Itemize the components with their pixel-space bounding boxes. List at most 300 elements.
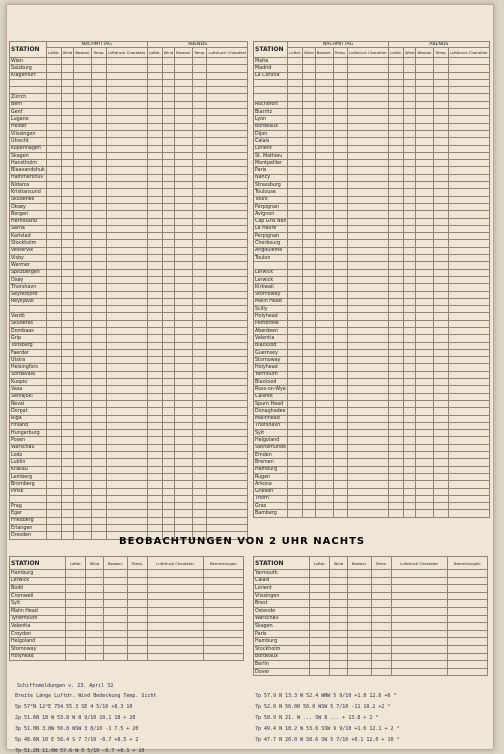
station-row [10,459,248,466]
station-name: Skagen [10,152,47,159]
station-row [10,393,248,400]
station-name: Thorshavn [254,422,288,429]
station-row [10,291,248,298]
station-name: Tönsberg [10,342,47,349]
station-name: Croydon [10,630,66,638]
station-name: Perpignan [254,203,288,210]
station-name: Ross-on-Wye [255,387,286,392]
station-name: Stockholm [10,240,47,247]
station-row [254,415,490,422]
station-row [10,72,248,79]
station-row [10,109,248,116]
station-row [10,488,248,495]
station-name: Lemberg [10,473,47,480]
station-name: Salzburg [10,65,47,72]
station-name: Lerwick [10,577,66,585]
station-name: Helsingfors [10,364,47,371]
station-name: Hammershus [10,174,47,181]
section-title: BEOBACHTUNGEN VON 2 UHR NACHTS [119,536,366,547]
station-name: Oxøy [10,276,47,283]
station-row [10,503,248,510]
night-row [10,638,244,646]
station-row [254,174,490,181]
night-row [254,638,488,646]
column-header: Bewoel. [74,48,92,58]
station-row [10,145,248,152]
station-row [10,247,248,254]
station-row [10,430,248,437]
column-header: Temp. [333,48,347,58]
station-name: Helgoland [254,437,288,444]
station-row [10,371,248,378]
station-name: Blaavandshuk [11,168,45,174]
station-name: Utsira [10,357,47,364]
station-name: Klagenfurt [10,72,47,79]
station-row [10,255,248,262]
station-row [254,452,490,459]
station-row [254,160,490,167]
station-header: STATION [10,557,66,570]
column-header: Luftdruck Charakter [347,48,388,58]
station-name: Wermer [10,262,47,269]
station-row [254,94,490,101]
station-row [10,130,248,137]
station-name: Scilly [254,306,288,313]
station-name: Spurn Head [254,400,288,407]
station-row [10,211,248,218]
station-name [10,306,47,313]
night-row [10,585,244,593]
night-row [10,645,244,653]
ship-report-line: 7p 51.2N 11.6W 57.6 W 5 5/10 -0.7 +0.1 + 10 [15,748,145,754]
station-row [254,255,490,262]
station-row [254,262,490,269]
night-row [254,600,488,608]
station-row [10,240,248,247]
station-row [10,87,248,94]
station-row [10,65,248,72]
station-row [254,182,490,189]
column-header: Bewoel. [103,557,128,570]
night-row [254,585,488,593]
station-name: Donaghadee [255,408,286,414]
station-name: Grip [10,335,47,342]
station-row [254,218,490,225]
column-header: Luftdruck Charakter [147,557,203,570]
station-row [10,203,248,210]
station-name: Särna [10,225,47,232]
station-row [254,510,490,517]
station-name: Seinajoki [10,393,47,400]
station-row [254,313,490,320]
station-name: Seydisfjord [10,291,47,298]
station-row [10,379,248,386]
station-name: Bergen [10,211,47,218]
station-name: Yarmouth [254,371,288,378]
station-name: Rugen [254,473,288,480]
station-row [10,269,248,276]
station-row [10,94,248,101]
column-header: Temp. [92,48,106,58]
station-row [254,291,490,298]
station-name: Lodz [10,452,47,459]
column-header: Bewoel. [175,48,193,58]
station-name: Montpellier [254,160,288,167]
station-row [254,130,490,137]
station-name: Oksøy [10,203,47,210]
station-name: Wien [10,58,47,65]
station-name: Kuopio [10,379,47,386]
station-row [254,473,490,480]
station-name: Strassburg [254,182,288,189]
station-name: Krakau [10,466,47,473]
station-name: La Coruña [254,72,288,79]
bottom-left-grid [9,556,244,661]
station-name: Guernsey [254,349,288,356]
station-name: Lorient [254,585,310,593]
station-name: Thorshavn [10,284,47,291]
station-name: Pinsk [10,488,47,495]
station-name: Dijon [254,130,288,137]
station-name: Aberdeen [254,327,288,334]
station-name: Lyon [254,116,288,123]
station-name: Vlissingen [254,592,310,600]
station-name: Vardö [10,313,47,320]
station-row [10,422,248,429]
station-name: Ostende [254,607,310,615]
station-name: Berlin [254,661,310,669]
station-name: Thorn [254,495,288,502]
column-header: Bemerkungen [447,557,487,570]
station-name: Nancy [254,174,288,181]
station-row [254,298,490,305]
station-name: Valentia [254,335,288,342]
station-name: Hanstholm [10,160,47,167]
station-row [10,364,248,371]
station-name: Sordavala [10,371,47,378]
station-row [10,182,248,189]
station-name: Toulon [254,255,288,262]
night-row [10,570,244,578]
column-header: Bewoel. [416,48,434,58]
station-row [10,276,248,283]
column-header: Temp. [193,48,207,58]
station-name: Paris [254,630,310,638]
station-row [254,495,490,502]
station-name: Dombaas [10,327,47,334]
ship-report-line: 3p 51.0N 3.8W 56.8 WSW 3 8/10 -1 7.5 + 20 [15,726,139,732]
column-header: Luftdruck Charakter [207,48,248,58]
column-header: Luftdr. [309,557,330,570]
station-name: Warschau [254,615,310,623]
station-name: Eger [10,510,47,517]
station-row [254,79,490,86]
column-header: Wind [162,48,175,58]
station-name: Paris [254,167,288,174]
column-header: Wind [330,557,347,570]
night-row [10,630,244,638]
station-name: Arkona [254,481,288,488]
station-name: Riga [10,415,47,422]
station-name: Le Havre [254,225,288,232]
station-row [10,517,248,524]
night-row [254,661,488,669]
station-row [254,72,490,79]
station-name: Calshot [254,393,288,400]
station-row [10,313,248,320]
station-name: Toulouse [254,189,288,196]
station-name: Skuderes [10,320,47,327]
station-row [10,152,248,159]
station-row [254,189,490,196]
station-row [254,203,490,210]
station-name: Kristiansund [10,189,47,196]
station-name: Erlangen [10,525,47,532]
station-name: Malta [254,58,288,65]
station-row [254,459,490,466]
station-row [10,408,248,415]
station-row [254,379,490,386]
station-name: Emden [254,452,288,459]
station-row [254,276,490,283]
station-row [254,152,490,159]
station-row [10,437,248,444]
column-header: Luftdruck Charakter [391,557,447,570]
column-header: Luftdr. [288,48,303,58]
station-name: Lerwick [254,269,288,276]
station-name: Spitzbergen [10,269,47,276]
footer-caption: Schiffsmeldungen v. 23. April 32 [17,683,114,689]
station-row [10,444,248,451]
station-name: Helder [10,123,47,130]
station-name: Zürich [10,94,47,101]
station-row [10,473,248,480]
station-row [10,320,248,327]
station-name: Bamberg [254,510,288,517]
station-row [10,481,248,488]
column-header: Temp. [128,557,148,570]
station-name: Cherbourg [254,240,288,247]
night-row [254,615,488,623]
station-name [10,495,47,502]
station-row [254,87,490,94]
station-row [254,138,490,145]
station-header: STATION [254,42,288,58]
station-row [10,495,248,502]
station-row [254,357,490,364]
column-header: Luftdr. [147,48,162,58]
station-row [10,306,248,313]
ship-report-line: 7p 47.7 N 20.0 W 58.6 SW 5 7/10 +0.1 12.0 + 10 ° [255,737,400,743]
station-name: Stornoway [254,357,288,364]
station-row [10,452,248,459]
ship-report-line: 7p 49.4 N 18.2 W 53.6 SSW 9 9/10 +1.6 12.1 + 2 ° [255,726,400,732]
column-header: Temp. [372,557,392,570]
station-row [10,123,248,130]
column-header: Wind [303,48,316,58]
station-row [10,218,248,225]
station-name: Bremen [254,459,288,466]
right-grid [253,41,490,518]
station-row [254,430,490,437]
station-row [10,189,248,196]
night-row [254,645,488,653]
station-row [254,400,490,407]
station-name: Stornoway [10,645,66,653]
station-row [254,123,490,130]
station-row [10,298,248,305]
night-row [254,607,488,615]
night-row [10,592,244,600]
station-row [254,145,490,152]
station-name [254,79,288,86]
station-row [254,109,490,116]
station-row [10,357,248,364]
station-name: Calais [254,577,310,585]
station-name: Biarritz [254,109,288,116]
column-header: Luftdr. [65,557,86,570]
station-row [254,320,490,327]
station-name: Calais [254,138,288,145]
ship-report-line: Breite Länge Luftdr. Wind Bedeckung Temp. Sicht [15,693,157,699]
station-name: Finland [10,422,47,429]
night-row [10,653,244,661]
station-row [10,525,248,532]
station-row [10,335,248,342]
station-name: Hamburg [254,638,310,646]
station-name [10,87,47,94]
station-name: Yarmouth [254,570,310,578]
station-name: Vasa [10,386,47,393]
station-name: Sylt [10,600,66,608]
station-row [10,284,248,291]
abends-header: ABENDS [147,42,248,48]
night-row [254,623,488,631]
station-row [254,58,490,65]
night-row [254,668,488,676]
station-name: Hernösand [10,218,47,225]
night-row [10,615,244,623]
station-name: Blacksod [254,342,288,349]
night-row [254,570,488,578]
night-row [254,577,488,585]
nachmittag-header: NACHMITTAG [288,42,389,48]
station-name: Perpignan [254,233,288,240]
station-row [10,160,248,167]
station-name: Lublin [10,459,47,466]
station-row [254,65,490,72]
station-name: Holyhead [254,364,288,371]
station-row [254,240,490,247]
station-name: Stockholm [254,645,310,653]
station-name: Lorient [254,145,288,152]
station-row [254,211,490,218]
night-row [254,653,488,661]
station-name: Posen [10,437,47,444]
station-row [254,247,490,254]
station-row [10,58,248,65]
station-row [10,415,248,422]
station-name: Skudenes [10,196,47,203]
station-name: Gnesen [254,488,288,495]
station-row [254,466,490,473]
night-row [10,600,244,608]
station-row [10,510,248,517]
station-name: Bordeaux [254,653,310,661]
station-name: Malin Head [254,298,288,305]
station-row [10,233,248,240]
station-name: Karlstad [10,233,47,240]
station-name: Helgoland [10,638,66,646]
station-row [254,437,490,444]
left-grid [9,41,248,540]
night-row [254,592,488,600]
station-row [254,503,490,510]
station-row [254,488,490,495]
station-row [10,101,248,108]
station-name: Bordeaux [254,123,288,130]
station-name: Holyhead [254,313,288,320]
column-header: Bemerkungen [203,557,243,570]
station-name: Hamburg [254,466,288,473]
station-row [10,349,248,356]
night-row [10,623,244,631]
station-name: Hamburg [10,570,66,578]
station-row [254,408,490,415]
station-row [254,349,490,356]
night-row [10,607,244,615]
station-row [10,386,248,393]
station-name: St. Mathieu [254,152,288,159]
station-row [254,101,490,108]
station-name: Friedberg [10,517,47,524]
station-name: Reval [10,400,47,407]
ship-report-line: 2p 51.6N 18 W 53.8 W 8 9/10 10.1 18 + 20 [15,715,136,721]
column-header: Luftdruck Charakter [448,48,489,58]
ship-report-line: 5p 48.6N 10 E 58.4 S 7 7/10 -0.7 +8.5 + 2 [15,737,139,743]
column-header: Bewoel. [347,557,372,570]
station-row [10,400,248,407]
station-row [10,225,248,232]
station-name: Pembroke [254,320,288,327]
station-row [10,174,248,181]
station-name: Holyhead [10,653,66,661]
station-row [254,444,490,451]
station-row [254,116,490,123]
station-name: Swinemünde [255,445,287,451]
station-name: Reykjavik [10,298,47,305]
station-row [10,342,248,349]
station-row [10,327,248,334]
station-name [254,262,288,269]
station-name: Skagen [254,623,310,631]
weather-report-sheet [6,4,494,754]
column-header: Luftdruck Charakter [106,48,147,58]
station-name [254,87,288,94]
station-name: Bern [10,101,47,108]
station-name [10,79,47,86]
ship-report-line: 7p 57.9 N 13.3 W 52.4 WNW 5 9/10 +1.0 12.6 +6 ° [255,693,397,699]
station-row [10,196,248,203]
station-name: Lugano [10,116,47,123]
station-name: Graz [254,503,288,510]
station-row [10,79,248,86]
nachmittag-header: NACHMITTAG [46,42,147,48]
column-header: Wind [61,48,74,58]
station-name: Warschau [10,444,47,451]
station-name: Angoulême [254,247,288,254]
station-name: Malinhead [254,415,288,422]
